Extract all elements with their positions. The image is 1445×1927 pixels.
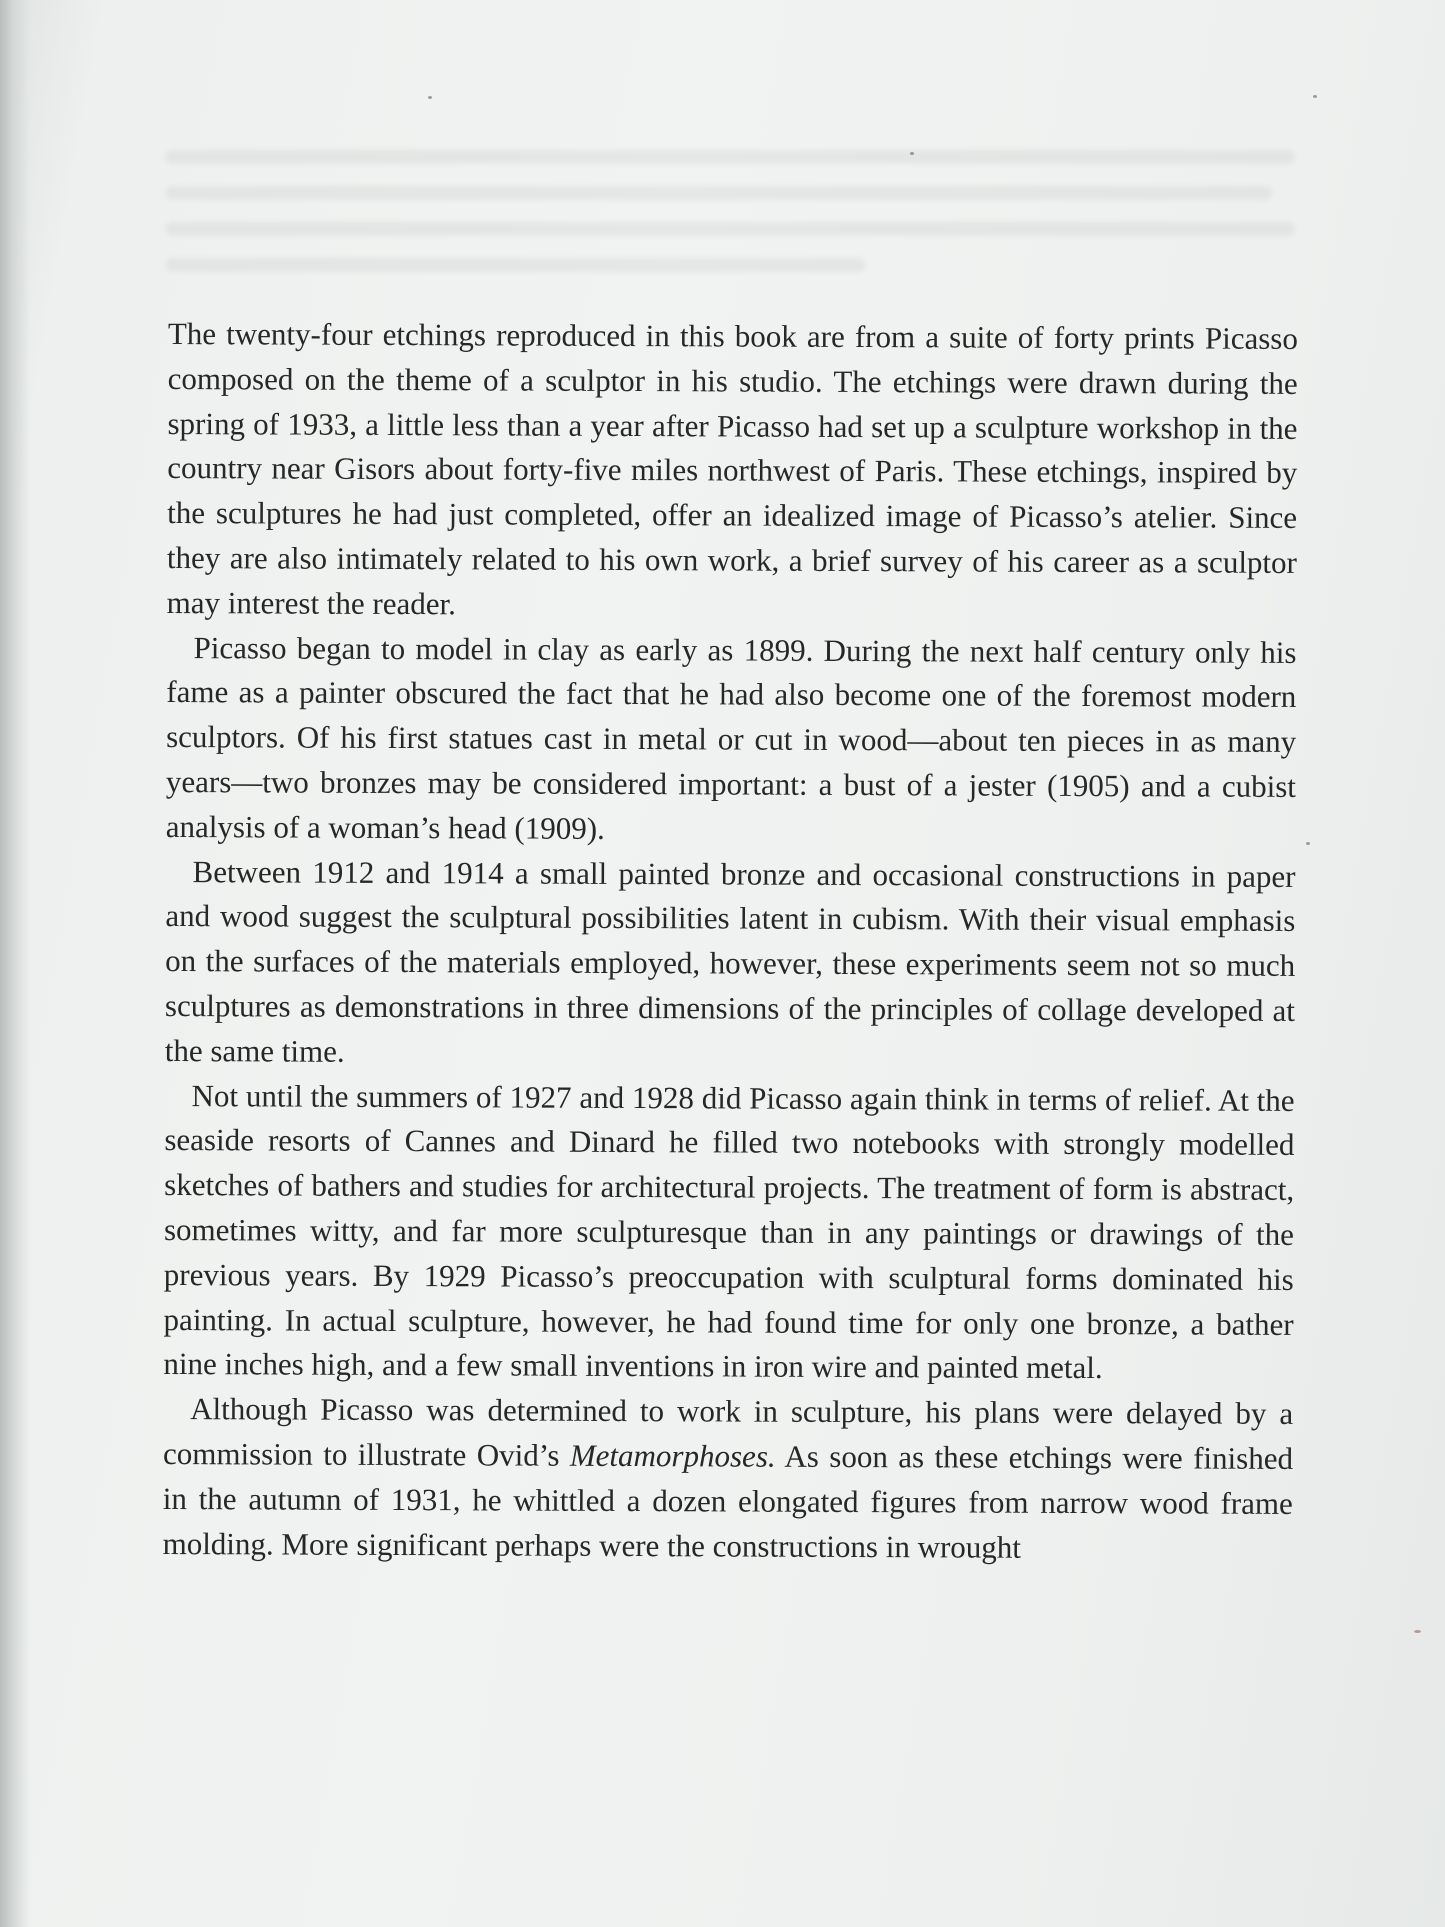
paragraph-5-text-after: As soon as these etchings were finished in the autumn of 1931, he whittled a dozen elongated figures from narrow wood frame molding. More significant perhaps were the constructions in wrought (162, 1438, 1294, 1565)
paragraph-3: Between 1912 and 1914 a small painted bronze and occasional constructions in paper and wood suggest the sculptural possibilities latent in cubism. With their visual emphasis on the surfaces of the materials employed, however, these experiments seem not so much sculptures as demonstrations in three dimensions of the principles of collage developed at the same time. (164, 853, 1296, 1069)
paper-speck (910, 152, 914, 155)
paper-speck (1306, 842, 1310, 845)
paper-speck (428, 96, 432, 99)
paper-speck (1313, 95, 1317, 98)
paper-speck (1414, 1630, 1421, 1633)
body-text (163, 312, 1298, 1571)
paragraph-2: Picasso began to model in clay as early as 1899. During the next half century only his fame as a painter obscured the fact that he had also become one of the foremost modern sculptors. Of his first statues cast in metal or cut in wood—about ten pieces in as many years—two bronzes may be considered important: a bust of a jester (1905) and a cubist analysis of a woman’s head (1909). (165, 629, 1297, 846)
binding-shadow (0, 0, 30, 1927)
paragraph-5 (163, 1387, 1294, 1571)
show-through-text (165, 150, 1295, 310)
paragraph-5-text-before: Although Picasso was determined to work in sculpture, his plans were delayed by a commission to illustrate Ovid’s (162, 1391, 1294, 1473)
paragraph-1: The twenty-four etchings reproduced in this book are from a suite of forty prints Picasso composed on the theme of a sculptor in his studio. The etchings were drawn during the spring of 1933, a little less than a year after Picasso had set up a sculpture workshop in the country near Gisors about forty-five miles northwest of Paris. These etchings, inspired by the sculptures he had just completed, offer an idealized image of Picasso’s atelier. Since they are also intimately related to his own work, a brief survey of his career as a sculptor may interest the reader. (166, 315, 1298, 622)
book-title-metamorphoses: Metamorphoses. (569, 1437, 776, 1474)
paragraph-4: Not until the summers of 1927 and 1928 did Picasso again think in terms of relief. At the seaside resorts of Cannes and Dinard he filled two notebooks with strongly modelled sketches of bathers and studies for architectural projects. The treatment of form is abstract, sometimes witty, and far more sculpturesque than in any paintings or drawings of the previous years. By 1929 Picasso’s preoccupation with sculptural forms dominated his painting. In actual sculpture, however, he had found time for only one bronze, a bather nine inches high, and a few small inventions in iron wire and painted metal. (163, 1077, 1295, 1386)
